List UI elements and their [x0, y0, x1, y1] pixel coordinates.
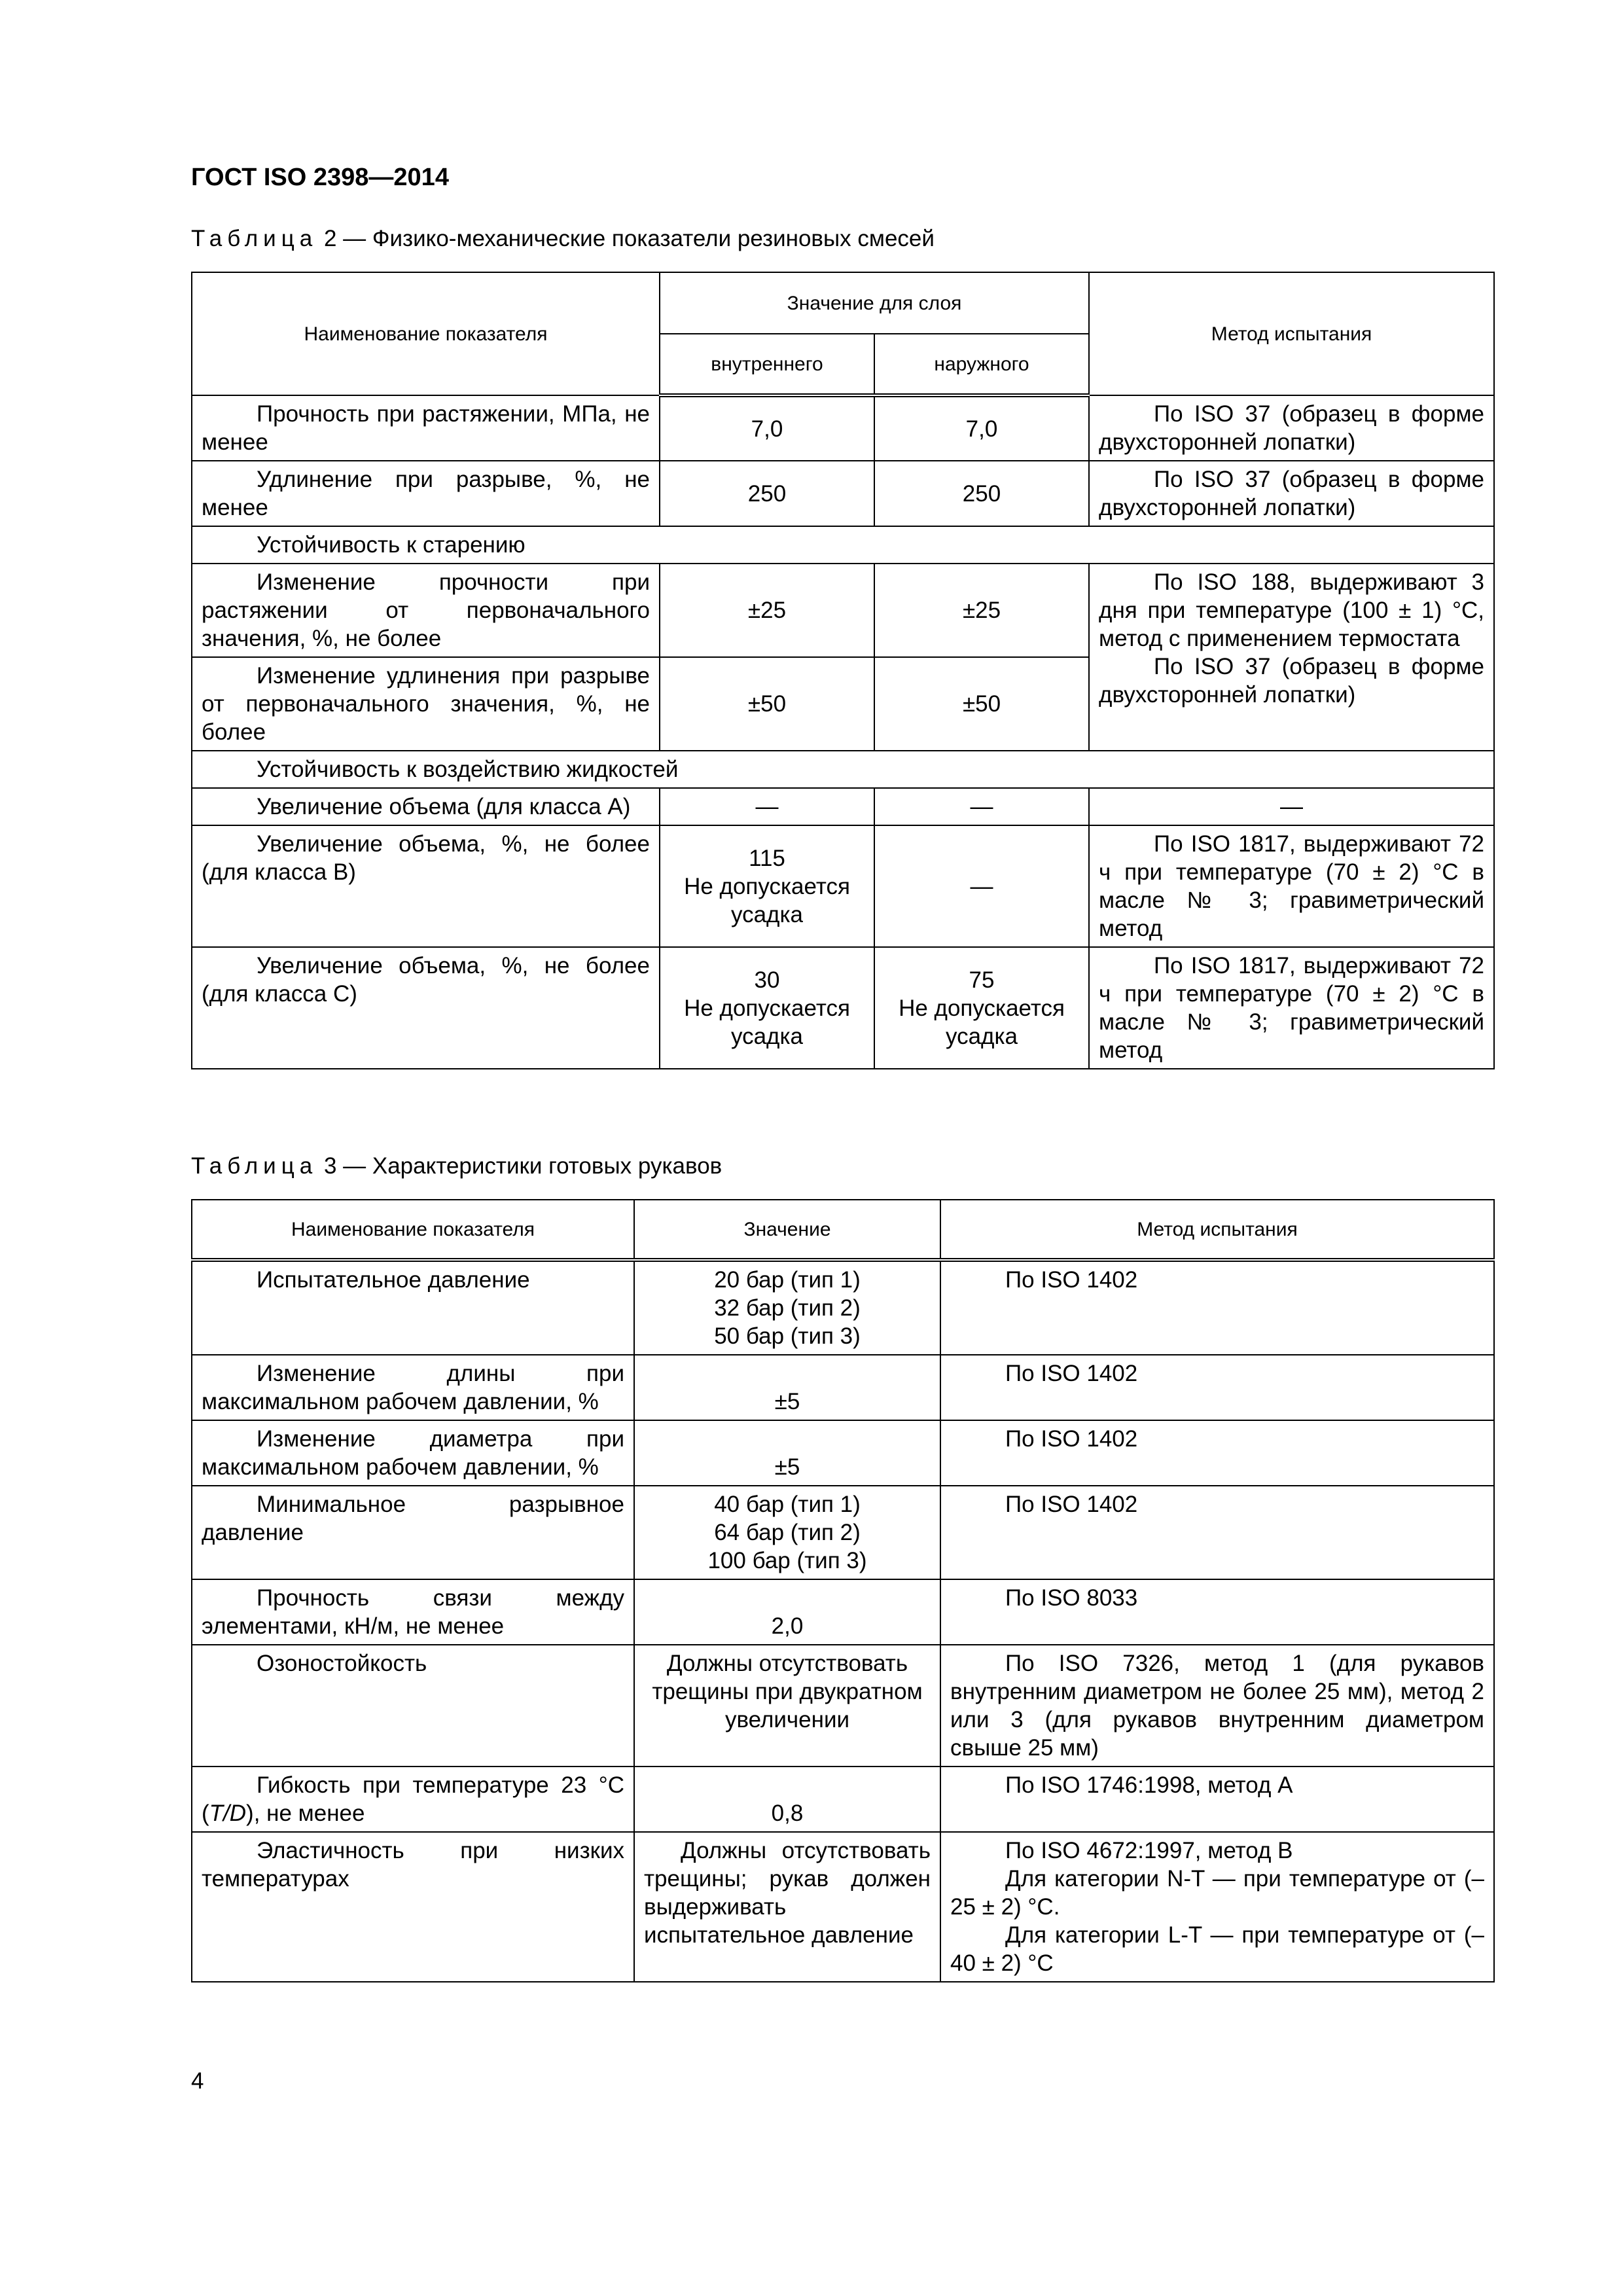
- row-outer-value: —: [874, 825, 1089, 947]
- row-value: ±5: [634, 1355, 940, 1420]
- row-method: По ISO 1817, выдерживают 72 ч при температуре (70 ± 2) °С в масле № 3; гравиметрический метод: [1089, 947, 1494, 1069]
- table3-header-value: Значение: [634, 1200, 940, 1260]
- table-row: [192, 788, 1494, 825]
- row-method: По ISO 1402: [940, 1355, 1494, 1420]
- row-value: ±5: [634, 1420, 940, 1486]
- row-inner-value: 30 Не допускается усадка: [660, 947, 874, 1069]
- table-row: [192, 1645, 1494, 1767]
- row-outer-value: ±50: [874, 657, 1089, 751]
- table-row: [192, 1260, 1494, 1355]
- row-inner-value: ±25: [660, 564, 874, 657]
- row-method: —: [1089, 788, 1494, 825]
- section-row: [192, 751, 1494, 788]
- row-method: По ISO 1402: [940, 1486, 1494, 1579]
- row-outer-value: 250: [874, 461, 1089, 526]
- table3-header-method: Метод испытания: [940, 1200, 1494, 1260]
- row-value: 0,8: [634, 1767, 940, 1832]
- row-outer-value: 75 Не допускается усадка: [874, 947, 1089, 1069]
- row-method: По ISO 1817, выдерживают 72 ч при температуре (70 ± 2) °С в масле № 3; гравиметрический метод: [1089, 825, 1494, 947]
- row-name: Увеличение объема (для класса А): [192, 788, 660, 825]
- row-name: Увеличение объема, %, не более (для класса С): [192, 947, 660, 1069]
- table2-caption-word: Таблица: [191, 226, 318, 251]
- row-name: Испытательное давление: [192, 1260, 634, 1355]
- aging-method: По ISO 188, выдерживают 3 дня при температуре (100 ± 1) °С, метод с применением термостата По ISO 37 (образец в форме двухсторонней лопатки): [1089, 564, 1494, 751]
- page-number: 4: [191, 2068, 204, 2094]
- table2-header-inner: внутреннего: [660, 334, 874, 395]
- row-inner-value: 115 Не допускается усадка: [660, 825, 874, 947]
- table3-caption-word: Таблица: [191, 1153, 318, 1179]
- table3-caption: [191, 1153, 722, 1179]
- row-method: По ISO 37 (образец в форме двухсторонней лопатки): [1089, 461, 1494, 526]
- row-inner-value: 7,0: [660, 395, 874, 461]
- table2-header-method: Метод испытания: [1089, 272, 1494, 395]
- row-name: Минимальное разрывное давление: [192, 1486, 634, 1579]
- row-value: 20 бар (тип 1) 32 бар (тип 2) 50 бар (тип 3): [634, 1260, 940, 1355]
- table2-header-outer: наружного: [874, 334, 1089, 395]
- row-name: Изменение диаметра при максимальном рабочем давлении, %: [192, 1420, 634, 1486]
- table-row: [192, 461, 1494, 526]
- table2-header-value-group: Значение для слоя: [660, 272, 1089, 334]
- document-code-header: ГОСТ ISO 2398—2014: [191, 164, 449, 191]
- table-row: [192, 1420, 1494, 1486]
- row-value: 40 бар (тип 1) 64 бар (тип 2) 100 бар (тип 3): [634, 1486, 940, 1579]
- row-inner-value: ±50: [660, 657, 874, 751]
- row-method: По ISO 8033: [940, 1579, 1494, 1645]
- table2-caption-text: 2 — Физико-механические показатели резиновых смесей: [317, 226, 935, 251]
- row-name: Эластичность при низких температурах: [192, 1832, 634, 1982]
- row-value: Должны отсутствовать трещины; рукав должен выдерживать испытательное давление: [634, 1832, 940, 1982]
- row-value: Должны отсутствовать трещины при двукратном увеличении: [634, 1645, 940, 1767]
- row-value: 2,0: [634, 1579, 940, 1645]
- row-outer-value: ±25: [874, 564, 1089, 657]
- row-method: По ISO 37 (образец в форме двухсторонней лопатки): [1089, 395, 1494, 461]
- row-method: По ISO 4672:1997, метод В Для категории N-T — при температуре от (–25 ± 2) °С. Для категории L-T — при температуре от (–40 ± 2) °С: [940, 1832, 1494, 1982]
- row-method: По ISO 7326, метод 1 (для рукавов внутренним диаметром не более 25 мм), метод 2 или 3 (для рукавов внутренним диаметром свыше 25 мм): [940, 1645, 1494, 1767]
- table-row: [192, 564, 1494, 657]
- table2-physical-mechanical: [191, 272, 1495, 1069]
- table-row: [192, 1832, 1494, 1982]
- table-row: [192, 1486, 1494, 1579]
- row-name: Увеличение объема, %, не более (для класса В): [192, 825, 660, 947]
- table-row: [192, 1767, 1494, 1832]
- row-name: Изменение прочности при растяжении от первоначального значения, %, не более: [192, 564, 660, 657]
- table-row: [192, 825, 1494, 947]
- row-name: Прочность при растяжении, МПа, не менее: [192, 395, 660, 461]
- row-inner-value: 250: [660, 461, 874, 526]
- row-name: Озоностойкость: [192, 1645, 634, 1767]
- row-name: Прочность связи между элементами, кН/м, не менее: [192, 1579, 634, 1645]
- row-method: По ISO 1402: [940, 1420, 1494, 1486]
- section-title-fluids: Устойчивость к воздействию жидкостей: [192, 751, 1494, 788]
- row-outer-value: —: [874, 788, 1089, 825]
- table-row: [192, 1355, 1494, 1420]
- row-name: Изменение длины при максимальном рабочем давлении, %: [192, 1355, 634, 1420]
- table3-caption-text: 3 — Характеристики готовых рукавов: [317, 1153, 722, 1179]
- row-inner-value: —: [660, 788, 874, 825]
- row-name: Удлинение при разрыве, %, не менее: [192, 461, 660, 526]
- table3-finished-hoses: [191, 1199, 1495, 1982]
- section-row: [192, 526, 1494, 564]
- table-row: [192, 395, 1494, 461]
- row-name: Гибкость при температуре 23 °С (T/D), не менее: [192, 1767, 634, 1832]
- row-outer-value: 7,0: [874, 395, 1089, 461]
- section-title-aging: Устойчивость к старению: [192, 526, 1494, 564]
- table3-header-name: Наименование показателя: [192, 1200, 634, 1260]
- table-row: [192, 1579, 1494, 1645]
- row-method: По ISO 1402: [940, 1260, 1494, 1355]
- table2-header-name: Наименование показателя: [192, 272, 660, 395]
- row-name: Изменение удлинения при разрыве от первоначального значения, %, не более: [192, 657, 660, 751]
- row-method: По ISO 1746:1998, метод А: [940, 1767, 1494, 1832]
- table-row: [192, 947, 1494, 1069]
- table2-caption: [191, 226, 935, 252]
